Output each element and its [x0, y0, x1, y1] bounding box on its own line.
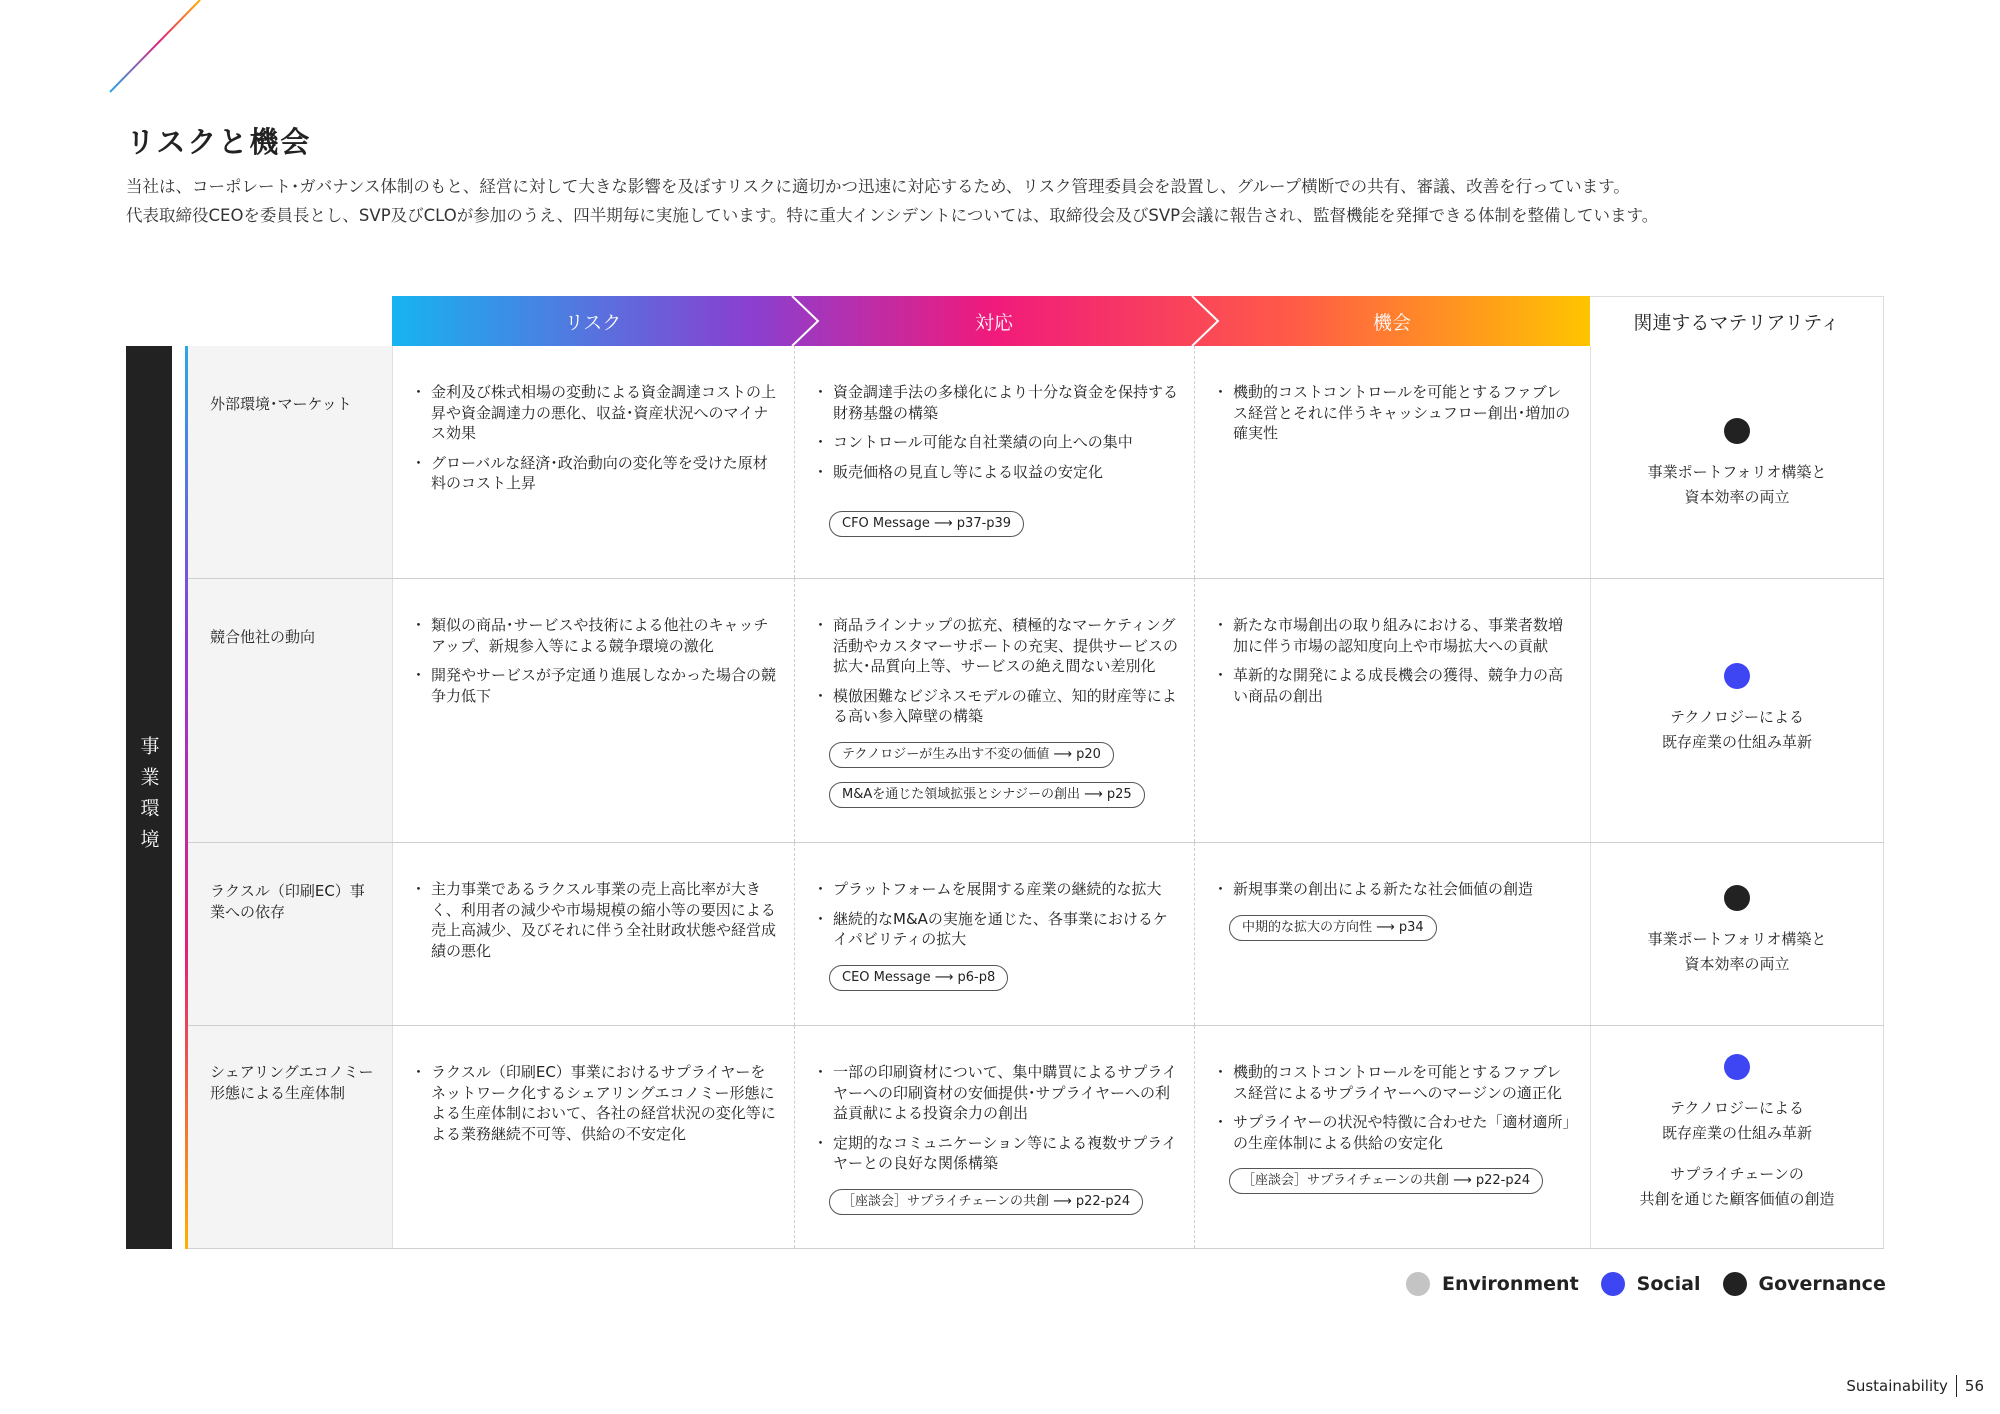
- page-reference-link[interactable]: ［座談会］サプライチェーンの共創 ⟶ p22-p24: [829, 1189, 1143, 1215]
- list-item: ・ 販売価格の見直し等による収益の安定化: [815, 462, 1178, 483]
- page-footer: [1846, 1375, 1984, 1397]
- response-cell: [794, 1026, 1194, 1248]
- list-item: ・ 資金調達手法の多様化により十分な資金を保持する財務基盤の構築: [815, 382, 1178, 423]
- risk-cell: [392, 579, 794, 842]
- materiality-line: サプライチェーンの: [1670, 1165, 1804, 1183]
- legend-governance: [1723, 1272, 1886, 1296]
- page-reference-link[interactable]: CFO Message ⟶ p37-p39: [829, 511, 1024, 537]
- row-category: 外部環境･マーケット: [188, 346, 392, 578]
- footer-section: Sustainability: [1846, 1377, 1948, 1395]
- list-item: ・ サプライヤーの状況や特徴に合わせた「適材適所」の生産体制による供給の安定化: [1215, 1112, 1574, 1153]
- materiality-text: [1591, 705, 1883, 755]
- intro-line-2: 代表取締役CEOを委員長とし、SVP及びCLOが参加のうえ、四半期毎に実施しています。特に重大インシデントについては、取締役会及びSVP会議に報告され、監督機能を発揮できる体制を整備しています。: [126, 206, 1659, 225]
- row-category: 競合他社の動向: [188, 579, 392, 842]
- opportunity-cell: [1194, 1026, 1590, 1248]
- materiality-cell: [1590, 843, 1884, 1025]
- materiality-text: [1591, 460, 1883, 510]
- materiality-line: 共創を通じた顧客価値の創造: [1639, 1190, 1835, 1208]
- esg-legend: [1406, 1272, 1908, 1296]
- materiality-line: テクノロジーによる: [1669, 708, 1805, 726]
- header-materiality: [1590, 296, 1884, 346]
- list-item: ・ ラクスル（印刷EC）事業におけるサプライヤーをネットワーク化するシェアリングエコノミー形態による生産体制において、各社の経営状況の変化等による業務継続不可等、供給の不安定化: [413, 1062, 778, 1144]
- list-item: ・ グローバルな経済･政治動向の変化等を受けた原材料のコスト上昇: [413, 453, 778, 494]
- response-cell: [794, 579, 1194, 842]
- header-response: [794, 296, 1194, 346]
- list-item: ・ 機動的コストコントロールを可能とするファブレス経営とそれに伴うキャッシュフロー創出･増加の確実性: [1215, 382, 1574, 444]
- governance-dot: [1724, 418, 1750, 444]
- intro-text: [126, 172, 1926, 230]
- footer-divider: [1956, 1375, 1957, 1397]
- response-cell: [794, 843, 1194, 1025]
- row-category: ラクスル（印刷EC）事業への依存: [188, 843, 392, 1025]
- environment-dot: [1406, 1272, 1430, 1296]
- materiality-line: 資本効率の両立: [1684, 955, 1790, 973]
- social-dot: [1601, 1272, 1625, 1296]
- materiality-line: 事業ポートフォリオ構築と: [1647, 463, 1827, 481]
- page-title: リスクと機会: [126, 125, 312, 159]
- materiality-line: テクノロジーによる: [1669, 1099, 1805, 1117]
- governance-dot: [1723, 1272, 1747, 1296]
- list-item: ・ 機動的コストコントロールを可能とするファブレス経営によるサプライヤーへのマージンの適正化: [1215, 1062, 1574, 1103]
- header-response-label: 対応: [974, 311, 1013, 334]
- side-label: 事業環境: [137, 735, 160, 860]
- social-dot: [1724, 1054, 1750, 1080]
- opportunity-cell: [1194, 346, 1590, 578]
- header-risk: [392, 296, 794, 346]
- list-item: ・ 革新的な開発による成長機会の獲得、競争力の高い商品の創出: [1215, 665, 1574, 706]
- side-label-bar: [126, 346, 172, 1249]
- page-reference-link[interactable]: 中期的な拡大の方向性 ⟶ p34: [1229, 915, 1437, 941]
- header-materiality-label: 関連するマテリアリティ: [1633, 312, 1840, 334]
- row-category: シェアリングエコノミー形態による生産体制: [188, 1026, 392, 1248]
- page-reference-link[interactable]: M&Aを通じた領域拡張とシナジーの創出 ⟶ p25: [829, 782, 1145, 808]
- decorative-gradient-line: [0, 0, 220, 100]
- materiality-cell: [1590, 1026, 1884, 1248]
- list-item: ・ 類似の商品･サービスや技術による他社のキャッチアップ、新規参入等による競争環境の激化: [413, 615, 778, 656]
- header-risk-label: リスク: [564, 311, 622, 334]
- response-cell: [794, 346, 1194, 578]
- legend-environment: [1406, 1272, 1579, 1296]
- list-item: ・ 模倣困難なビジネスモデルの確立、知的財産等による高い参入障壁の構築: [815, 686, 1178, 727]
- risk-cell: [392, 843, 794, 1025]
- governance-dot: [1724, 885, 1750, 911]
- risk-cell: [392, 1026, 794, 1248]
- materiality-line: 既存産業の仕組み革新: [1661, 1124, 1812, 1142]
- list-item: ・ 新規事業の創出による新たな社会価値の創造: [1215, 879, 1574, 900]
- page-reference-link[interactable]: テクノロジーが生み出す不変の価値 ⟶ p20: [829, 742, 1114, 768]
- list-item: ・ 商品ラインナップの拡充、積極的なマーケティング活動やカスタマーサポートの充実、提供サービスの拡大･品質向上等、サービスの絶え間ない差別化: [815, 615, 1178, 677]
- header-opportunity: [1194, 296, 1590, 346]
- materiality-line: 資本効率の両立: [1684, 488, 1790, 506]
- list-item: ・ 主力事業であるラクスル事業の売上高比率が大きく、利用者の減少や市場規模の縮小等の要因による売上高減少、及びそれに伴う全社財政状態や経営成績の悪化: [413, 879, 778, 961]
- list-item: ・ コントロール可能な自社業績の向上への集中: [815, 432, 1178, 453]
- table-row: [188, 1026, 1884, 1249]
- list-item: ・ 定期的なコミュニケーション等による複数サプライヤーとの良好な関係構築: [815, 1133, 1178, 1174]
- list-item: ・ 開発やサービスが予定通り進展しなかった場合の競争力低下: [413, 665, 778, 706]
- legend-social-label: Social: [1636, 1273, 1701, 1295]
- page-number: 56: [1964, 1377, 1984, 1395]
- legend-environment-label: Environment: [1442, 1273, 1579, 1295]
- materiality-line: 既存産業の仕組み革新: [1661, 733, 1812, 751]
- list-item: ・ 金利及び株式相場の変動による資金調達コストの上昇や資金調達力の悪化、収益･資産状況へのマイナス効果: [413, 382, 778, 444]
- table-row: [188, 579, 1884, 843]
- risk-cell: [392, 346, 794, 578]
- legend-social: [1601, 1272, 1701, 1296]
- opportunity-cell: [1194, 579, 1590, 842]
- legend-governance-label: Governance: [1758, 1273, 1886, 1295]
- materiality-line: 事業ポートフォリオ構築と: [1647, 930, 1827, 948]
- table-row: [188, 843, 1884, 1026]
- intro-line-1: 当社は、コーポレート･ガバナンス体制のもと、経営に対して大きな影響を及ぼすリスクに適切かつ迅速に対応するため、リスク管理委員会を設置し、グループ横断での共有、審議、改善を行っています。: [126, 177, 1630, 196]
- materiality-cell: [1590, 579, 1884, 842]
- list-item: ・ 一部の印刷資材について、集中購買によるサプライヤーへの印刷資材の安価提供･サプライヤーへの利益貢献による投資余力の創出: [815, 1062, 1178, 1124]
- page-reference-link[interactable]: ［座談会］サプライチェーンの共創 ⟶ p22-p24: [1229, 1168, 1543, 1194]
- list-item: ・ 新たな市場創出の取り組みにおける、事業者数増加に伴う市場の認知度向上や市場拡大への貢献: [1215, 615, 1574, 656]
- list-item: ・ プラットフォームを展開する産業の継続的な拡大: [815, 879, 1178, 900]
- materiality-text: [1591, 1096, 1883, 1146]
- opportunity-cell: [1194, 843, 1590, 1025]
- risk-opportunity-table: [126, 296, 1884, 1249]
- table-row: [188, 346, 1884, 579]
- materiality-cell: [1590, 346, 1884, 578]
- social-dot: [1724, 663, 1750, 689]
- page-reference-link[interactable]: CEO Message ⟶ p6-p8: [829, 965, 1008, 991]
- materiality-text: [1591, 1162, 1883, 1212]
- list-item: ・ 継続的なM&Aの実施を通じた、各事業におけるケイパビリティの拡大: [815, 909, 1178, 950]
- materiality-text: [1591, 927, 1883, 977]
- header-opportunity-label: 機会: [1372, 311, 1411, 334]
